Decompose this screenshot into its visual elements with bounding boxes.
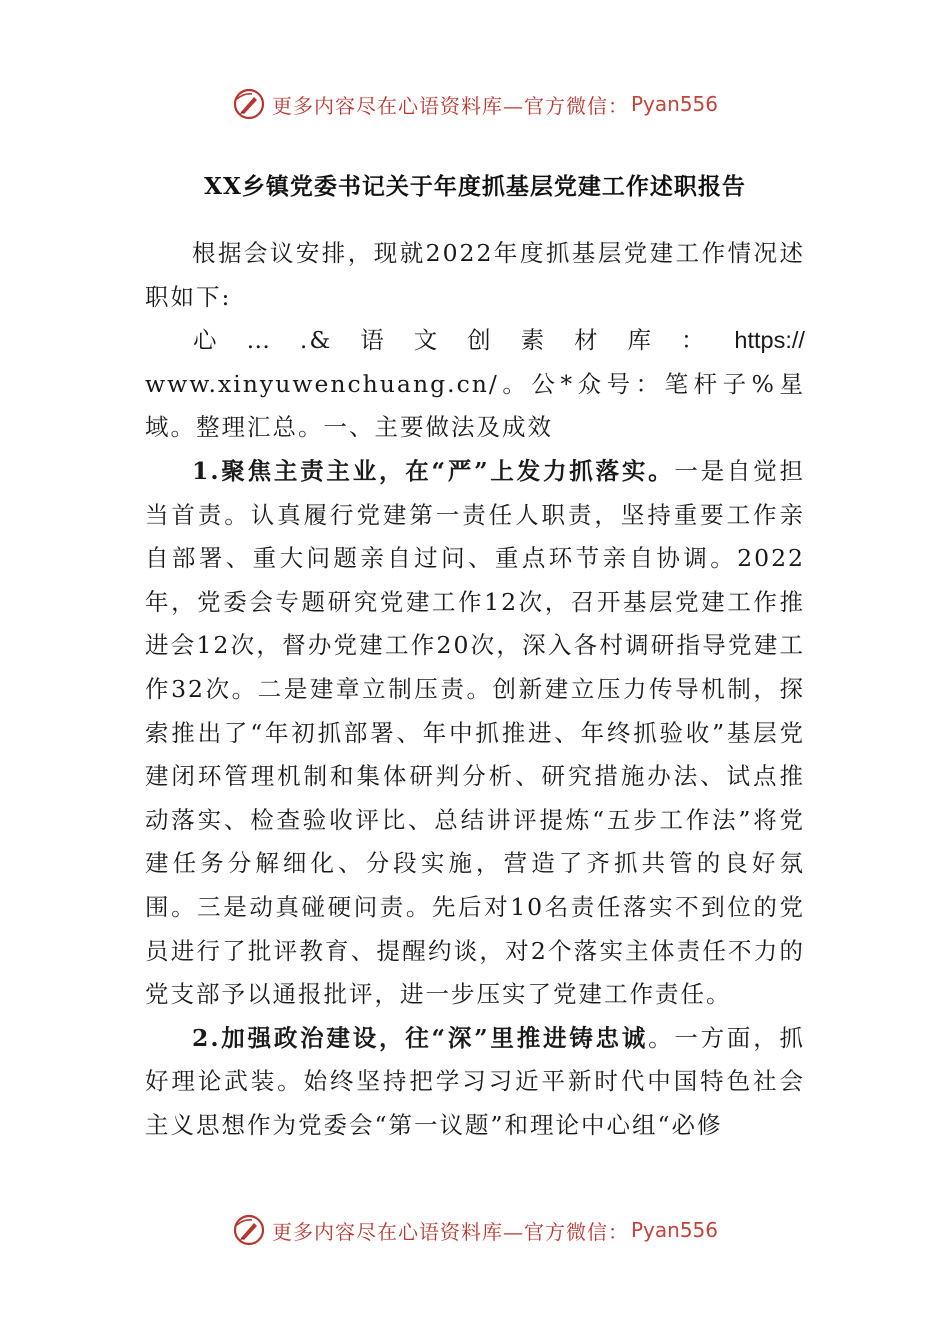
document-title: XX乡镇党委书记关于年度抓基层党建工作述职报告 — [204, 173, 746, 200]
header-banner — [0, 82, 950, 126]
section-1-paragraph — [145, 450, 805, 1017]
section-2-body: 。一方面，抓好理论武装。始终坚持把学习习近平新时代中国特色社会主义思想作为党委会“第一议题”和理论中心组“必修 — [145, 1023, 805, 1139]
document-body — [145, 232, 805, 1147]
section-2-heading: 2.加强政治建设，往“深”里推进铸忠诚 — [192, 1023, 649, 1052]
promo-char: 库 — [627, 326, 654, 355]
section-2-paragraph — [145, 1017, 805, 1148]
pen-logo-icon — [232, 87, 266, 121]
promo-line-spread — [193, 319, 805, 363]
promo-paragraph: www.xinyuwenchuang.cn/。公*众号：笔杆子%星域。整理汇总。一、主要做法及成效 — [145, 369, 805, 442]
promo-char: 语 — [360, 326, 386, 355]
promo-char: 创 — [467, 326, 493, 355]
section-1-body: 一是自觉担当首责。认真履行党建第一责任人职责，坚持重要工作亲自部署、重大问题亲自过问、重点环节亲自协调。2022年，党委会专题研究党建工作12次，召开基层党建工作推进会12次，督办党建工作20次，深入各村调研指导党建工作32次。二是建章立制压责。创新建立压力传导机制，探索推出了“年初抓部署、年中抓推进、年终抓验收”基层党建闭环管理机制和集体研判分析、研究措施办法、试点推动落实、检查验收评比、总结讲评提炼“五步工作法”将党建任务分解细化、分段实施，营造了齐抓共管的良好氛围。三是动真碰硬问责。先后对10名责任落实不到位的党员进行了批评教育、提醒约谈，对2个落实主体责任不力的党支部予以通报批评，进一步压实了党建工作责任。 — [145, 456, 805, 1009]
banner-text: 更多内容尽在心语资料库—官方微信： — [271, 93, 629, 118]
promo-url-start: https:// — [734, 327, 805, 354]
promo-char: 素 — [520, 326, 547, 355]
promo-char: .& — [299, 326, 333, 355]
promo-char: ： — [680, 326, 707, 355]
intro-paragraph: 根据会议安排，现就2022年度抓基层党建工作情况述职如下: — [145, 239, 805, 311]
promo-char: 心 — [193, 326, 219, 355]
banner-wechat-id: Pyan556 — [630, 92, 718, 116]
banner-text: 更多内容尽在心语资料库—官方微信： — [271, 1219, 629, 1244]
promo-char: 文 — [413, 326, 440, 355]
footer-banner — [0, 1208, 950, 1252]
promo-char: … — [246, 326, 272, 355]
banner-wechat-id: Pyan556 — [630, 1218, 718, 1242]
promo-char: 材 — [574, 326, 600, 355]
pen-logo-icon — [232, 1213, 266, 1247]
section-1-heading: 1.聚焦主责主业，在“严”上发力抓落实。 — [192, 456, 675, 485]
